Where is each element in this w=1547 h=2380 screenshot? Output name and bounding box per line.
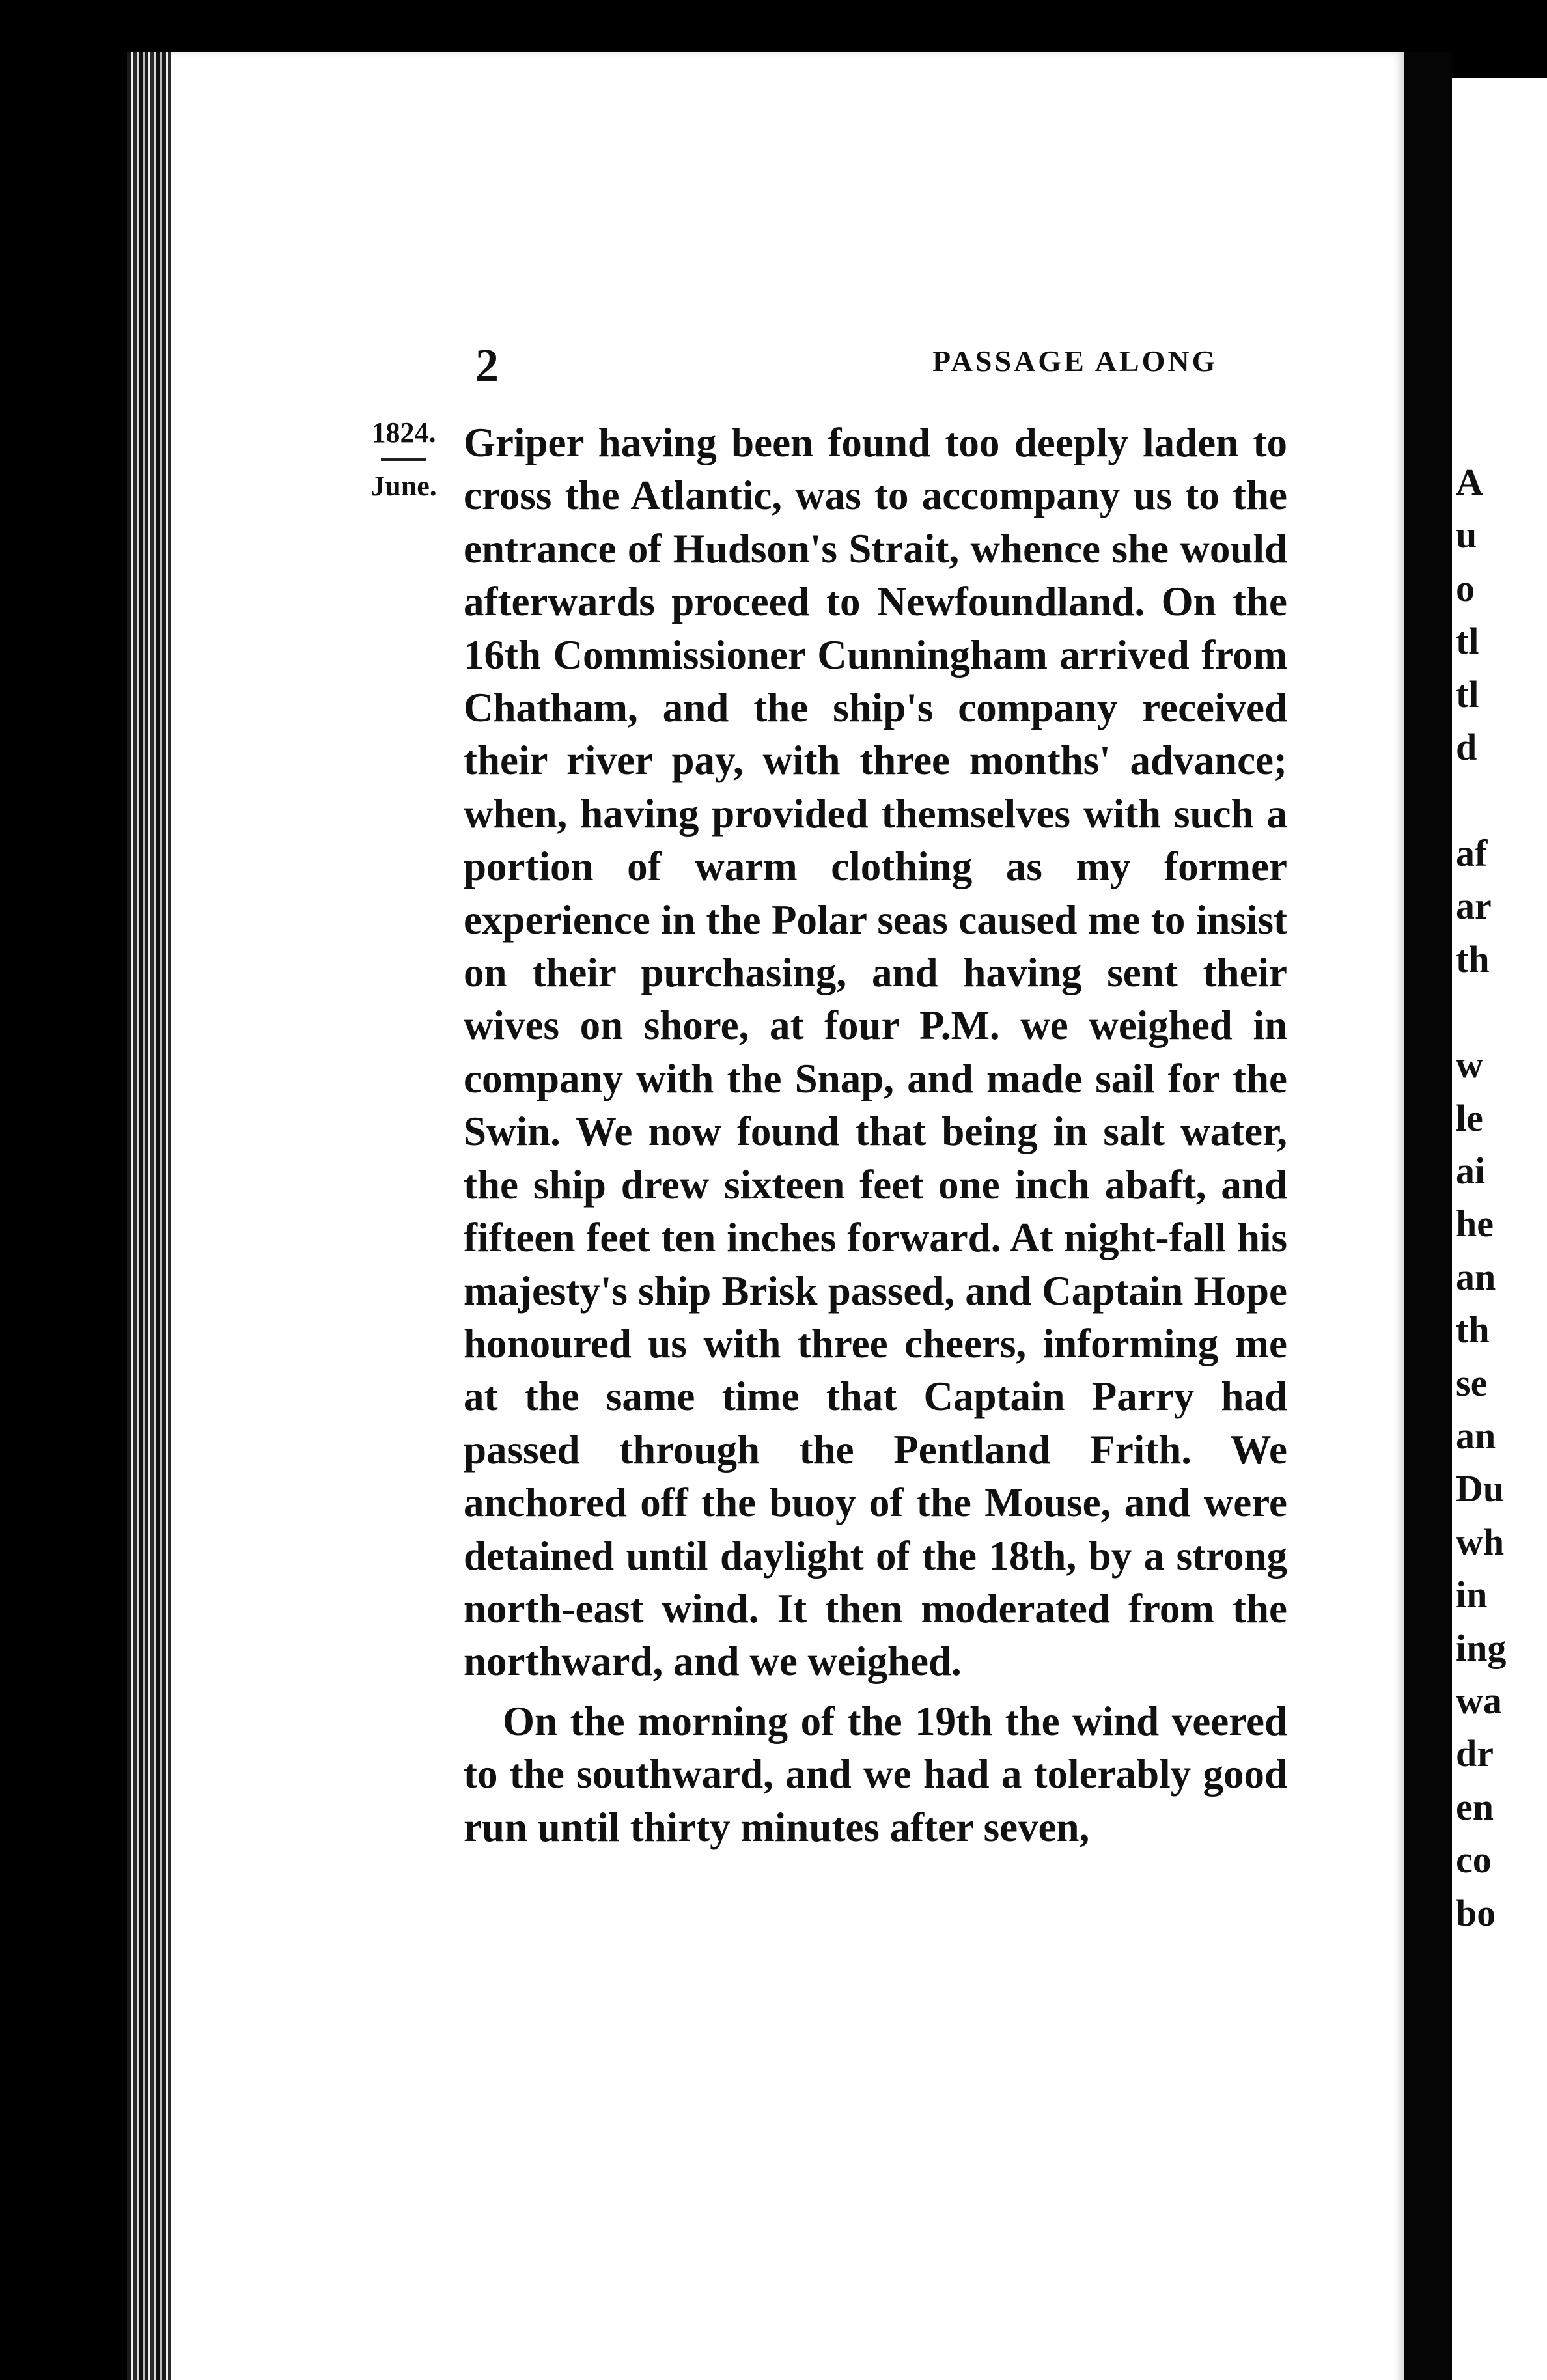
facing-page-text — [1456, 456, 1506, 1939]
paragraph: Griper having been found too deeply laden to cross the Atlantic, was to accompany us to the entrance of Hudson's Strait, whence she would afterwards proceed to Newfoundland. On the 16th Commissioner Cunningham arrived from Chatham, and the ship's company received their river pay, with three months' advance; when, having provided themselves with such a portion of warm clothing as my former experience in the Polar seas caused me to insist on their purchasing, and having sent their wives on shore, at four P.M. we weighed in company with the Snap, and made sail for the Swin. We now found that being in salt water, the ship drew sixteen feet one inch abaft, and fifteen feet ten inches forward. At night-fall his majesty's ship Brisk passed, and Captain Hope honoured us with three cheers, informing me at the same time that Captain Parry had passed through the Pentland Frith. We anchored off the buoy of the Mouse, and were detained until daylight of the 18th, by a strong north-east wind. It then moderated from the northward, and we weighed. — [464, 420, 1287, 1685]
facing-line: en — [1456, 1785, 1494, 1828]
facing-page — [1452, 78, 1547, 2380]
margin-date-note — [365, 417, 443, 503]
margin-rule — [381, 458, 426, 461]
facing-line: an — [1456, 1255, 1496, 1298]
facing-line: tl — [1456, 672, 1479, 715]
page-gutter — [1404, 52, 1452, 2380]
facing-line: le — [1456, 1096, 1483, 1139]
facing-line: wa — [1456, 1679, 1502, 1722]
facing-line: o — [1456, 566, 1475, 609]
facing-line: w — [1456, 1044, 1483, 1086]
facing-line: th — [1456, 937, 1490, 980]
running-head-title: PASSAGE ALONG — [932, 344, 1218, 378]
facing-line: af — [1456, 831, 1488, 874]
facing-line: co — [1456, 1838, 1492, 1881]
facing-line: ing — [1456, 1626, 1507, 1669]
facing-line: in — [1456, 1573, 1488, 1616]
facing-line: an — [1456, 1415, 1496, 1458]
facing-line: u — [1456, 514, 1477, 557]
margin-month: June. — [370, 470, 437, 502]
facing-line: A — [1456, 461, 1483, 503]
facing-line: Du — [1456, 1467, 1505, 1510]
facing-line — [1456, 773, 1506, 826]
margin-year: 1824. — [371, 417, 436, 449]
facing-line: th — [1456, 1308, 1490, 1351]
facing-line: tl — [1456, 620, 1479, 663]
facing-line: wh — [1456, 1520, 1505, 1563]
facing-line: ar — [1456, 885, 1492, 928]
body-text — [464, 417, 1287, 1854]
facing-line: he — [1456, 1202, 1494, 1245]
facing-line — [1456, 986, 1506, 1038]
running-head — [171, 339, 1404, 391]
book-binding-edge — [127, 52, 173, 2380]
facing-line: dr — [1456, 1732, 1494, 1775]
facing-line: se — [1456, 1361, 1488, 1404]
page-number: 2 — [475, 339, 499, 391]
facing-line: ai — [1456, 1150, 1486, 1193]
paragraph: On the morning of the 19th the wind veered to the southward, and we had a tolerably good run until thirty minutes after seven, — [464, 1698, 1287, 1850]
facing-line: d — [1456, 725, 1477, 768]
facing-line: bo — [1456, 1891, 1496, 1934]
